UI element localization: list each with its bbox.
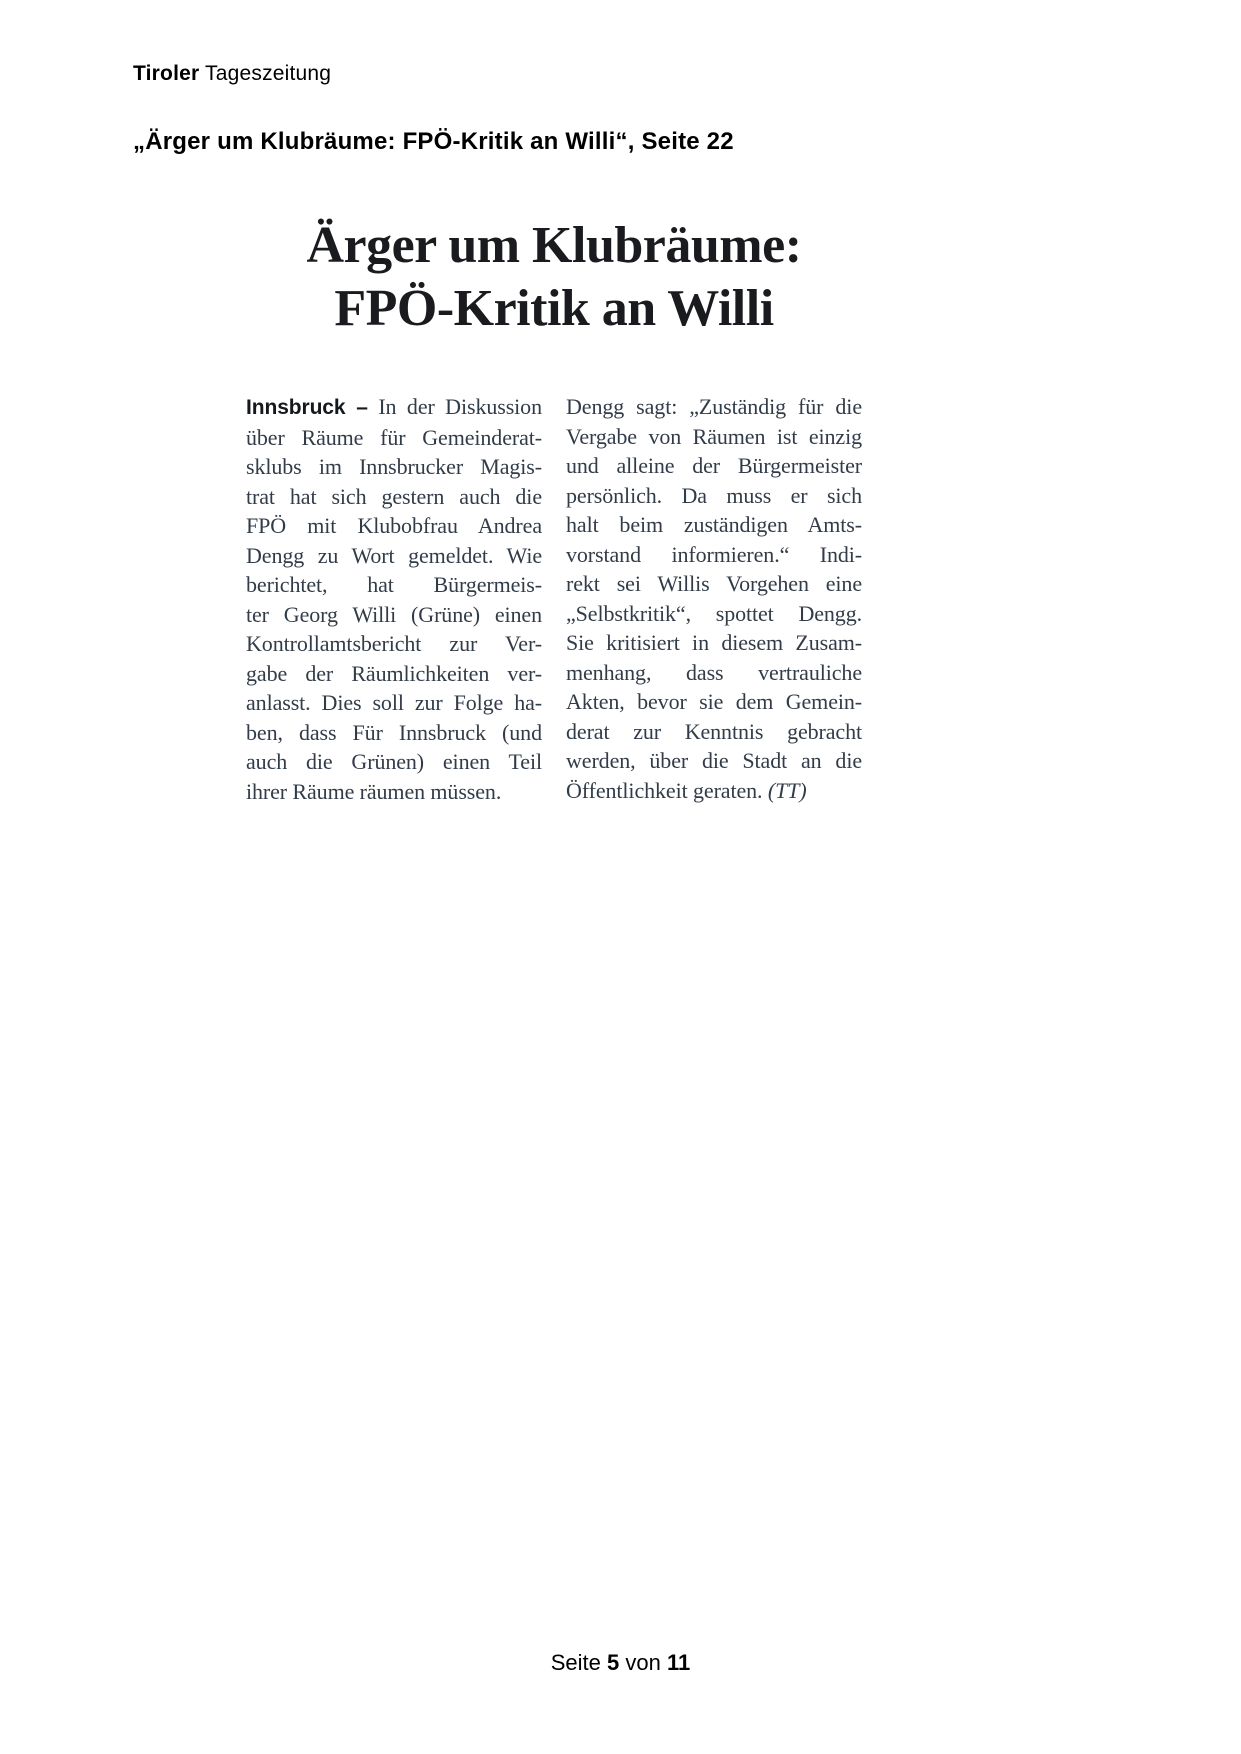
- article-text-line: sklubs im Innsbrucker Magis-: [246, 454, 542, 479]
- dateline-lead: Innsbruck –: [246, 396, 368, 419]
- article-text-line: Dengg zu Wort gemeldet. Wie: [246, 542, 542, 568]
- newspaper-clipping: [246, 214, 862, 806]
- article-text-line: derat zur Kenntnis gebracht: [566, 718, 862, 744]
- article-column-left: [246, 392, 542, 806]
- article-text-line: gabe der Räumlichkeiten ver-: [246, 660, 542, 686]
- publication-name-rest: Tageszeitung: [199, 62, 332, 85]
- article-text-line: Dengg sagt: „Zuständig für die: [566, 394, 862, 419]
- article-text-line: auch die Grünen) einen Teil: [246, 749, 542, 774]
- article-text-line: Innsbruck – In der Diskussion: [246, 394, 542, 419]
- article-headline-line2: FPÖ-Kritik an Willi: [334, 280, 774, 337]
- article-text-line: FPÖ mit Klubobfrau Andrea: [246, 513, 542, 538]
- article-text-line: ihrer Räume räumen müssen.: [246, 778, 502, 804]
- article-text-line: und alleine der Bürgermeister: [566, 453, 862, 478]
- article-text-line: Sie kritisiert in diesem Zusam-: [566, 630, 862, 655]
- page-number-footer: [0, 1650, 1241, 1676]
- article-text-line: „Selbstkritik“, spottet Dengg.: [566, 600, 862, 626]
- publication-name: [133, 62, 331, 86]
- article-headline: [246, 214, 862, 340]
- article-text-line: halt beim zuständigen Amts-: [566, 512, 862, 537]
- article-text-line: rekt sei Willis Vorgehen eine: [566, 571, 862, 596]
- article-text-line: Kontrollamtsbericht zur Ver-: [246, 631, 542, 656]
- publication-name-bold: Tiroler: [133, 62, 200, 85]
- footer-total-pages: 11: [667, 1650, 691, 1675]
- footer-label-seite: Seite: [550, 1650, 601, 1675]
- article-text-line: über Räume für Gemeinderat-: [246, 424, 542, 450]
- article-text-line: berichtet, hat Bürgermeis-: [246, 572, 542, 597]
- article-text-line: ben, dass Für Innsbruck (und: [246, 719, 542, 745]
- article-text-line: vorstand informieren.“ Indi-: [566, 541, 862, 567]
- clipping-reference-title: „Ärger um Klubräume: FPÖ-Kritik an Willi“, Seite 22: [133, 128, 734, 155]
- article-headline-line1: Ärger um Klubräume:: [306, 217, 802, 274]
- footer-current-page: 5: [607, 1650, 620, 1675]
- article-text-line: persönlich. Da muss er sich: [566, 482, 862, 508]
- article-text-line: ter Georg Willi (Grüne) einen: [246, 601, 542, 627]
- article-text-line: Öffentlichkeit geraten. (TT): [566, 777, 807, 803]
- article-column-right: [566, 392, 862, 806]
- article-text-line: menhang, dass vertrauliche: [566, 659, 862, 685]
- article-text-line: Akten, bevor sie dem Gemein-: [566, 689, 862, 714]
- article-text-line: Vergabe von Räumen ist einzig: [566, 423, 862, 449]
- footer-label-von: von: [625, 1650, 661, 1675]
- article-text-line: trat hat sich gestern auch die: [246, 483, 542, 509]
- article-text-line: anlasst. Dies soll zur Folge ha-: [246, 690, 542, 715]
- article-text-line: werden, über die Stadt an die: [566, 748, 862, 773]
- source-tag: (TT): [767, 777, 807, 803]
- article-body: [246, 392, 862, 806]
